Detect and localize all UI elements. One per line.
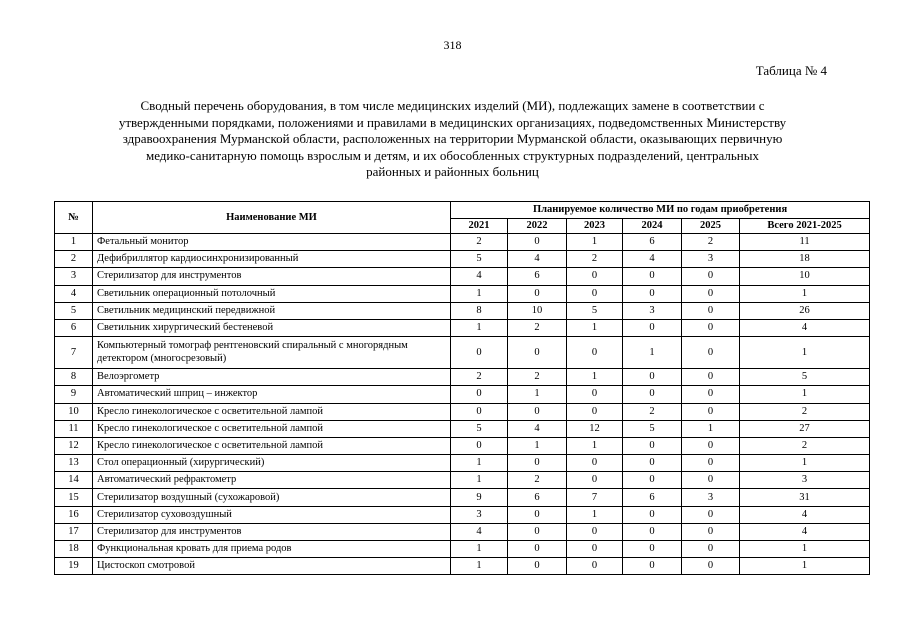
- table-row: [55, 541, 870, 558]
- row-value: 0: [567, 268, 623, 285]
- row-value: 1: [567, 319, 623, 336]
- row-value: 0: [451, 437, 508, 454]
- row-value: 1: [508, 437, 567, 454]
- row-number: 2: [55, 251, 93, 268]
- row-value: 1: [623, 337, 682, 369]
- row-value: 0: [451, 337, 508, 369]
- header-name: Наименование МИ: [93, 202, 451, 234]
- row-value: 1: [682, 420, 740, 437]
- header-year: 2022: [508, 219, 567, 234]
- row-value: 6: [508, 268, 567, 285]
- row-value: 0: [623, 369, 682, 386]
- row-value: 0: [508, 523, 567, 540]
- row-name: Стерилизатор для инструментов: [93, 268, 451, 285]
- row-value: 5: [567, 302, 623, 319]
- row-value: 0: [623, 523, 682, 540]
- table-row: [55, 234, 870, 251]
- row-value: 0: [508, 234, 567, 251]
- title-line: медико-санитарную помощь взрослым и детям, и их обособленных структурных подразделений, центральных: [145, 147, 760, 163]
- title-line: утвержденными порядками, положениями и правилами в медицинских организациях, подведомственных Министерству: [118, 114, 787, 130]
- row-value: 0: [508, 506, 567, 523]
- row-value: 1: [567, 506, 623, 523]
- row-value: 2: [508, 472, 567, 489]
- table-row: [55, 386, 870, 403]
- row-value: 10: [508, 302, 567, 319]
- row-number: 8: [55, 369, 93, 386]
- table-row: [55, 369, 870, 386]
- row-number: 12: [55, 437, 93, 454]
- title-line: здравоохранения Мурманской области, расположенных на территории Мурманской области, оказывающих первичную: [122, 131, 783, 146]
- row-value: 1: [451, 558, 508, 575]
- row-name: Кресло гинекологическое с осветительной лампой: [93, 437, 451, 454]
- row-total: 2: [740, 403, 870, 420]
- row-number: 19: [55, 558, 93, 575]
- row-value: 0: [623, 541, 682, 558]
- page-number: 318: [443, 38, 462, 52]
- table-row: [55, 523, 870, 540]
- row-value: 1: [451, 541, 508, 558]
- row-value: 1: [451, 285, 508, 302]
- row-value: 5: [451, 420, 508, 437]
- row-value: 0: [623, 437, 682, 454]
- row-name: Функциональная кровать для приема родов: [93, 541, 451, 558]
- row-value: 9: [451, 489, 508, 506]
- row-number: 10: [55, 403, 93, 420]
- row-name: Стол операционный (хирургический): [93, 455, 451, 472]
- row-value: 0: [682, 285, 740, 302]
- row-value: 0: [623, 319, 682, 336]
- table-row: [55, 403, 870, 420]
- row-value: 0: [567, 523, 623, 540]
- table-row: [55, 319, 870, 336]
- row-value: 0: [623, 386, 682, 403]
- row-value: 2: [451, 234, 508, 251]
- row-total: 1: [740, 541, 870, 558]
- row-value: 1: [451, 319, 508, 336]
- row-value: 1: [567, 234, 623, 251]
- row-number: 13: [55, 455, 93, 472]
- row-value: 0: [623, 268, 682, 285]
- row-name: Автоматический рефрактометр: [93, 472, 451, 489]
- row-value: 0: [682, 455, 740, 472]
- row-number: 11: [55, 420, 93, 437]
- row-number: 1: [55, 234, 93, 251]
- row-value: 4: [451, 268, 508, 285]
- row-value: 0: [508, 541, 567, 558]
- header-num: №: [55, 202, 93, 234]
- row-number: 14: [55, 472, 93, 489]
- row-number: 17: [55, 523, 93, 540]
- row-name: Светильник медицинский передвижной: [93, 302, 451, 319]
- table-label: Таблица № 4: [755, 63, 827, 78]
- header-year: 2023: [567, 219, 623, 234]
- row-value: 0: [682, 403, 740, 420]
- row-number: 4: [55, 285, 93, 302]
- row-name: Светильник хирургический бестеневой: [93, 319, 451, 336]
- row-value: 5: [623, 420, 682, 437]
- row-value: 6: [623, 489, 682, 506]
- row-value: 6: [508, 489, 567, 506]
- row-value: 0: [508, 455, 567, 472]
- row-name: Кресло гинекологическое с осветительной лампой: [93, 420, 451, 437]
- row-value: 1: [567, 369, 623, 386]
- row-value: 1: [451, 472, 508, 489]
- row-name: Стерилизатор для инструментов: [93, 523, 451, 540]
- row-value: 0: [682, 506, 740, 523]
- row-value: 0: [567, 403, 623, 420]
- table-body: [55, 234, 870, 575]
- row-value: 1: [508, 386, 567, 403]
- row-value: 0: [682, 369, 740, 386]
- row-name: Стерилизатор суховоздушный: [93, 506, 451, 523]
- row-value: 3: [623, 302, 682, 319]
- row-value: 0: [623, 558, 682, 575]
- row-value: 2: [623, 403, 682, 420]
- row-value: 12: [567, 420, 623, 437]
- row-total: 11: [740, 234, 870, 251]
- row-total: 4: [740, 506, 870, 523]
- header-planned: Планируемое количество МИ по годам приобретения: [451, 202, 870, 219]
- row-value: 3: [682, 251, 740, 268]
- row-total: 31: [740, 489, 870, 506]
- row-value: 0: [682, 472, 740, 489]
- document-title: [60, 98, 845, 181]
- table-row: [55, 558, 870, 575]
- row-value: 0: [623, 506, 682, 523]
- row-total: 18: [740, 251, 870, 268]
- row-number: 7: [55, 337, 93, 369]
- row-name: Велоэргометр: [93, 369, 451, 386]
- row-name: Кресло гинекологическое с осветительной лампой: [93, 403, 451, 420]
- row-total: 4: [740, 319, 870, 336]
- row-number: 6: [55, 319, 93, 336]
- table-row: [55, 455, 870, 472]
- title-line: Сводный перечень оборудования, в том числе медицинских изделий (МИ), подлежащих замене в соответствии с: [140, 98, 765, 113]
- row-value: 0: [682, 337, 740, 369]
- header-year: 2024: [623, 219, 682, 234]
- row-value: 2: [682, 234, 740, 251]
- row-value: 4: [508, 420, 567, 437]
- table-row: [55, 489, 870, 506]
- row-value: 0: [623, 285, 682, 302]
- row-value: 0: [682, 319, 740, 336]
- row-name: Светильник операционный потолочный: [93, 285, 451, 302]
- row-total: 1: [740, 558, 870, 575]
- row-name: Компьютерный томограф рентгеновский спиральный с многорядным детектором (многосрезовый): [93, 337, 451, 369]
- row-total: 3: [740, 472, 870, 489]
- row-value: 1: [567, 437, 623, 454]
- row-value: 2: [567, 251, 623, 268]
- row-value: 5: [451, 251, 508, 268]
- row-total: 1: [740, 386, 870, 403]
- row-value: 2: [508, 319, 567, 336]
- row-value: 2: [508, 369, 567, 386]
- row-value: 0: [567, 558, 623, 575]
- row-value: 4: [623, 251, 682, 268]
- row-value: 0: [508, 558, 567, 575]
- row-value: 0: [623, 472, 682, 489]
- equipment-table: [54, 201, 870, 575]
- table-row: [55, 251, 870, 268]
- row-value: 3: [451, 506, 508, 523]
- row-value: 0: [682, 541, 740, 558]
- row-total: 1: [740, 337, 870, 369]
- row-number: 3: [55, 268, 93, 285]
- row-total: 5: [740, 369, 870, 386]
- table-row: [55, 302, 870, 319]
- table-row: [55, 268, 870, 285]
- table-row: [55, 285, 870, 302]
- row-total: 26: [740, 302, 870, 319]
- row-name: Стерилизатор воздушный (сухожаровой): [93, 489, 451, 506]
- row-value: 0: [682, 437, 740, 454]
- row-number: 5: [55, 302, 93, 319]
- row-total: 2: [740, 437, 870, 454]
- row-value: 7: [567, 489, 623, 506]
- table-row: [55, 420, 870, 437]
- row-value: 0: [682, 302, 740, 319]
- row-value: 0: [682, 268, 740, 285]
- row-value: 0: [508, 403, 567, 420]
- row-value: 0: [508, 285, 567, 302]
- row-value: 3: [682, 489, 740, 506]
- row-value: 0: [567, 541, 623, 558]
- row-value: 0: [567, 386, 623, 403]
- row-value: 0: [451, 386, 508, 403]
- row-number: 18: [55, 541, 93, 558]
- row-total: 1: [740, 285, 870, 302]
- table-row: [55, 437, 870, 454]
- row-value: 0: [451, 403, 508, 420]
- row-value: 0: [682, 386, 740, 403]
- row-value: 0: [567, 337, 623, 369]
- row-total: 10: [740, 268, 870, 285]
- row-value: 0: [567, 472, 623, 489]
- row-value: 4: [508, 251, 567, 268]
- row-value: 0: [682, 558, 740, 575]
- header-year: 2021: [451, 219, 508, 234]
- row-name: Автоматический шприц – инжектор: [93, 386, 451, 403]
- table-row: [55, 506, 870, 523]
- row-value: 4: [451, 523, 508, 540]
- row-value: 0: [623, 455, 682, 472]
- row-total: 4: [740, 523, 870, 540]
- row-number: 9: [55, 386, 93, 403]
- row-value: 0: [567, 455, 623, 472]
- row-value: 0: [567, 285, 623, 302]
- row-name: Фетальный монитор: [93, 234, 451, 251]
- row-total: 27: [740, 420, 870, 437]
- header-year: 2025: [682, 219, 740, 234]
- table-row: [55, 472, 870, 489]
- row-value: 0: [682, 523, 740, 540]
- row-number: 16: [55, 506, 93, 523]
- row-value: 1: [451, 455, 508, 472]
- row-value: 6: [623, 234, 682, 251]
- header-total: Всего 2021-2025: [740, 219, 870, 234]
- row-value: 0: [508, 337, 567, 369]
- table-row: [55, 337, 870, 369]
- row-total: 1: [740, 455, 870, 472]
- row-value: 8: [451, 302, 508, 319]
- row-value: 2: [451, 369, 508, 386]
- title-line: районных и районных больниц: [366, 164, 539, 179]
- row-name: Цистоскоп смотровой: [93, 558, 451, 575]
- row-name: Дефибриллятор кардиосинхронизированный: [93, 251, 451, 268]
- row-number: 15: [55, 489, 93, 506]
